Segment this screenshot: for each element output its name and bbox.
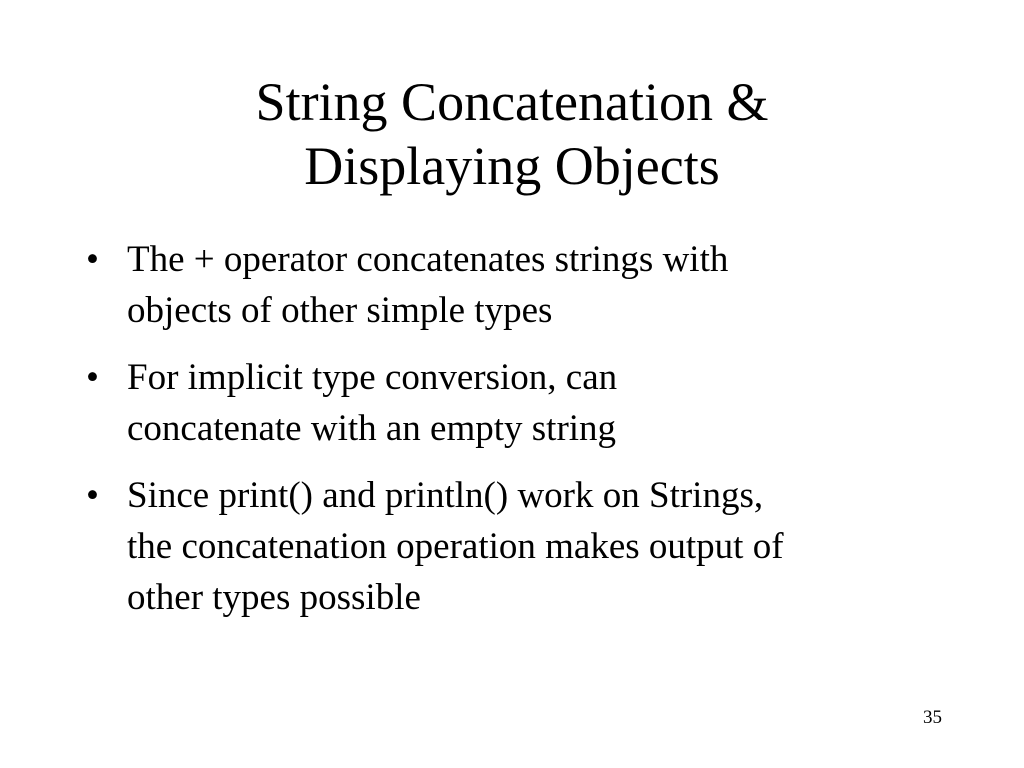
- bullet-text-line: objects of other simple types: [127, 290, 553, 331]
- slide-title-line: Displaying Objects: [304, 136, 720, 196]
- page-number: 35: [923, 707, 942, 728]
- bullet-text-line: For implicit type conversion, can: [127, 357, 618, 398]
- slide-title-line: String Concatenation &: [255, 72, 769, 132]
- bullet-text-line: other types possible: [127, 577, 421, 618]
- bullet-text-line: concatenate with an empty string: [127, 408, 617, 449]
- bullet-icon: •: [86, 239, 99, 280]
- bullet-icon: •: [86, 357, 99, 398]
- bullet-list: [86, 234, 956, 639]
- slide-title: [112, 70, 912, 198]
- bullet-item: [86, 470, 956, 623]
- bullet-item: [86, 352, 956, 454]
- bullet-text-line: the concatenation operation makes output of: [127, 526, 784, 567]
- bullet-icon: •: [86, 475, 99, 516]
- bullet-text-line: The + operator concatenates strings with: [127, 239, 729, 280]
- bullet-text-line: Since print() and println() work on Strings,: [127, 475, 764, 516]
- bullet-item: [86, 234, 956, 336]
